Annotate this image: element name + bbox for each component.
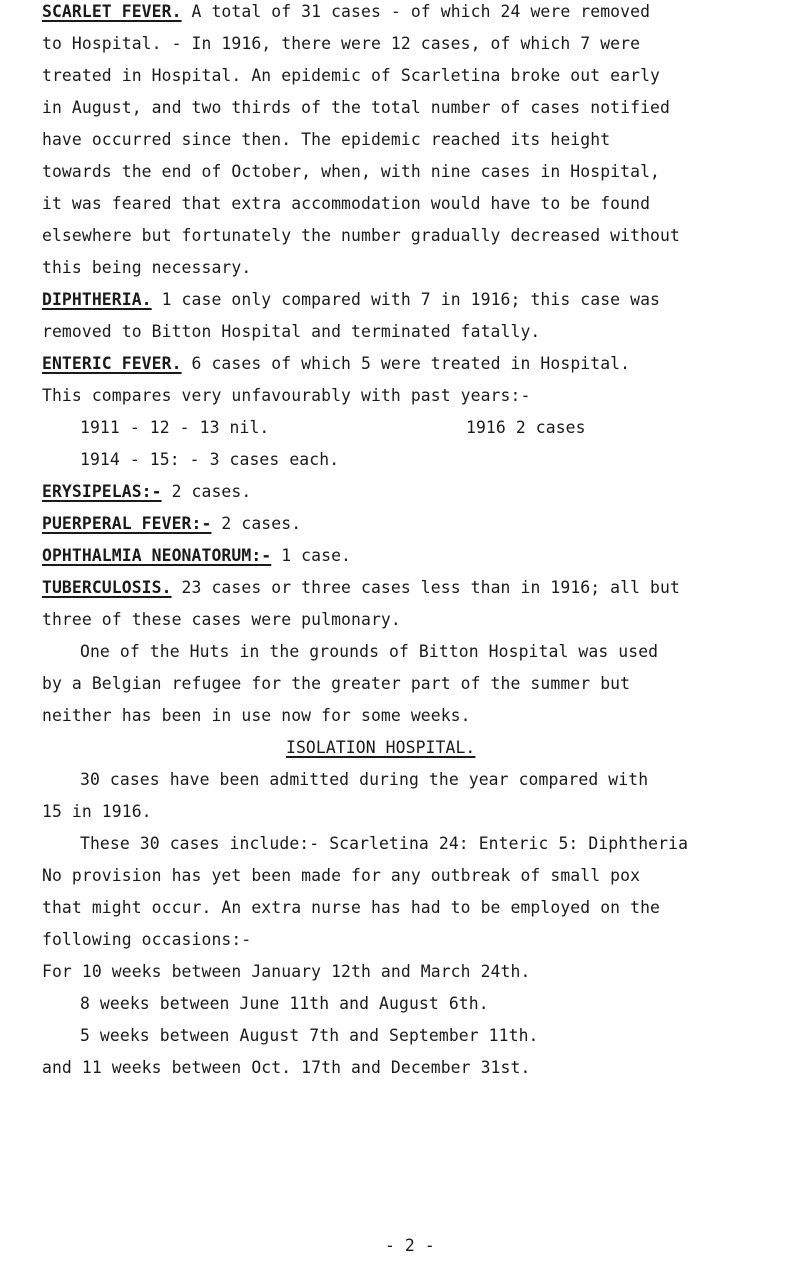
- tuberculosis-line-3: One of the Huts in the grounds of Bitton Hospital was used: [80, 642, 659, 661]
- isolation-hospital-heading: ISOLATION HOSPITAL.: [286, 738, 476, 757]
- scarlet-fever-line-3: treated in Hospital. An epidemic of Scarletina broke out early: [42, 66, 661, 85]
- scarlet-fever-line-7: it was feared that extra accommodation would have to be found: [42, 194, 651, 213]
- scarlet-fever-line-6: towards the end of October, when, with nine cases in Hospital,: [42, 162, 661, 181]
- enteric-fever-heading: ENTERIC FEVER.: [42, 354, 182, 373]
- scarlet-fever-line-2: to Hospital. - In 1916, there were 12 cases, of which 7 were: [42, 34, 641, 53]
- isolation-line-4: No provision has yet been made for any outbreak of small pox: [42, 866, 641, 885]
- tuberculosis-line-4: by a Belgian refugee for the greater part of the summer but: [42, 674, 631, 693]
- diphtheria-line-1: DIPHTHERIA. 1 case only compared with 7 in 1916; this case was: [42, 290, 661, 309]
- erysipelas-line: ERYSIPELAS:- 2 cases.: [42, 482, 252, 501]
- ophthalmia-heading: OPHTHALMIA NEONATORUM:-: [42, 546, 272, 565]
- scarlet-fever-heading: SCARLET FEVER.: [42, 2, 182, 21]
- page-number: - 2 -: [385, 1236, 435, 1255]
- scarlet-fever-line-4: in August, and two thirds of the total number of cases notified: [42, 98, 670, 117]
- nurse-occasion-3: 5 weeks between August 7th and September 11th.: [80, 1026, 539, 1045]
- isolation-line-6: following occasions:-: [42, 930, 252, 949]
- tuberculosis-heading: TUBERCULOSIS.: [42, 578, 172, 597]
- nurse-occasion-1: For 10 weeks between January 12th and March 24th.: [42, 962, 531, 981]
- enteric-past-years-a: 1911 - 12 - 13 nil.: [80, 418, 270, 437]
- nurse-occasion-4: and 11 weeks between Oct. 17th and December 31st.: [42, 1058, 531, 1077]
- isolation-line-2: 15 in 1916.: [42, 802, 152, 821]
- scarlet-fever-line-8: elsewhere but fortunately the number gradually decreased without: [42, 226, 680, 245]
- enteric-fever-line-1: ENTERIC FEVER. 6 cases of which 5 were treated in Hospital.: [42, 354, 631, 373]
- scarlet-fever-line-5: have occurred since then. The epidemic reached its height: [42, 130, 611, 149]
- isolation-line-5: that might occur. An extra nurse has had to be employed on the: [42, 898, 661, 917]
- tuberculosis-line-1: TUBERCULOSIS. 23 cases or three cases less than in 1916; all but: [42, 578, 680, 597]
- enteric-past-years-b: 1916 2 cases: [466, 418, 586, 437]
- ophthalmia-line: OPHTHALMIA NEONATORUM:- 1 case.: [42, 546, 352, 565]
- isolation-line-1: 30 cases have been admitted during the year compared with: [80, 770, 649, 789]
- diphtheria-heading: DIPHTHERIA.: [42, 290, 152, 309]
- scarlet-fever-line-9: this being necessary.: [42, 258, 252, 277]
- nurse-occasion-2: 8 weeks between June 11th and August 6th.: [80, 994, 489, 1013]
- erysipelas-heading: ERYSIPELAS:-: [42, 482, 162, 501]
- puerperal-fever-line: PUERPERAL FEVER:- 2 cases.: [42, 514, 302, 533]
- diphtheria-line-2: removed to Bitton Hospital and terminated fatally.: [42, 322, 541, 341]
- tuberculosis-line-2: three of these cases were pulmonary.: [42, 610, 401, 629]
- tuberculosis-line-5: neither has been in use now for some weeks.: [42, 706, 471, 725]
- enteric-past-years-c: 1914 - 15: - 3 cases each.: [80, 450, 340, 469]
- puerperal-fever-heading: PUERPERAL FEVER:-: [42, 514, 212, 533]
- scarlet-fever-line-1: SCARLET FEVER. A total of 31 cases - of which 24 were removed: [42, 2, 651, 21]
- isolation-line-3: These 30 cases include:- Scarletina 24: Enteric 5: Diphtheria: [80, 834, 689, 853]
- enteric-fever-line-2: This compares very unfavourably with past years:-: [42, 386, 531, 405]
